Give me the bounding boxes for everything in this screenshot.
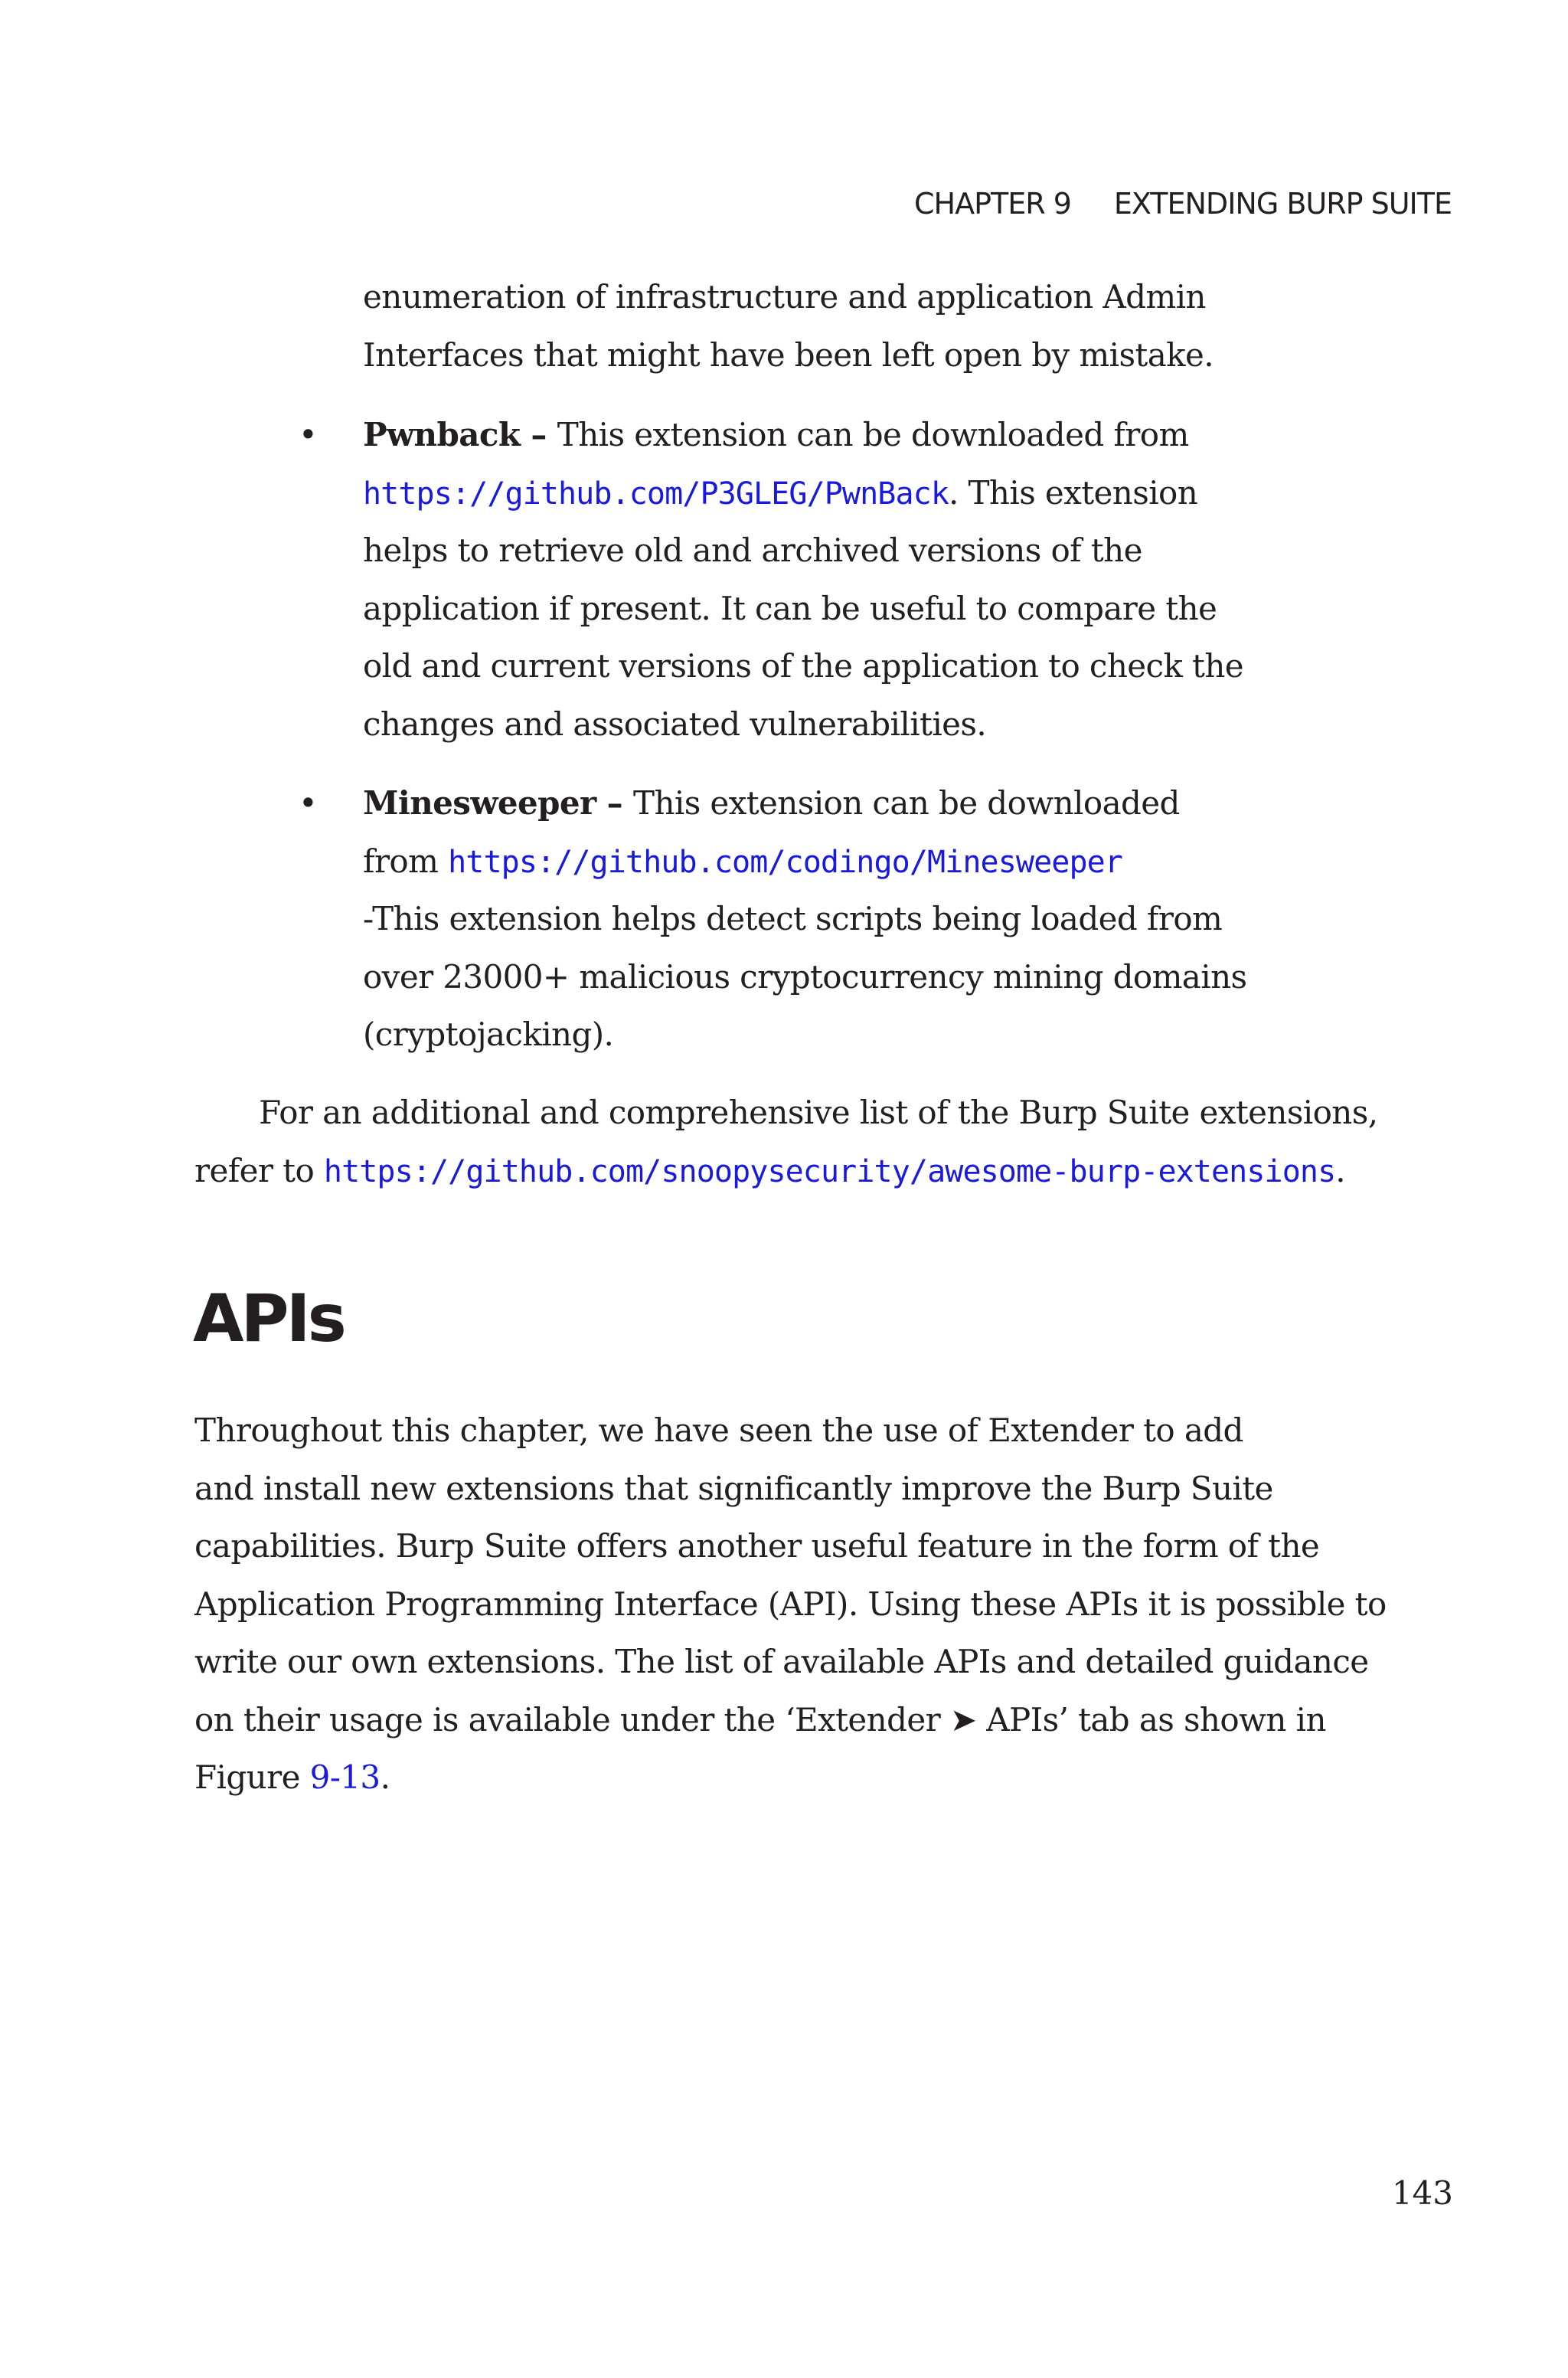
figure-reference-link[interactable]: 9-13: [309, 1758, 381, 1796]
text-line: on their usage is available under the ‘Extender ➤ APIs’ tab as shown in: [194, 1700, 1326, 1739]
period: .: [380, 1758, 390, 1796]
pwnback-link[interactable]: https://github.com/P3GLEG/PwnBack: [363, 476, 949, 512]
text-line: helps to retrieve old and archived versions of the: [363, 532, 1142, 569]
text-line: write our own extensions. The list of available APIs and detailed guidance: [194, 1643, 1369, 1680]
running-head: [914, 187, 1452, 221]
text-line: capabilities. Burp Suite offers another useful feature in the form of the: [194, 1527, 1320, 1565]
text-line: (cryptojacking).: [363, 1016, 614, 1053]
awesome-burp-extensions-link[interactable]: https://github.com/snoopysecurity/awesome-burp-extensions: [323, 1153, 1336, 1189]
after-link-text: . This extension: [949, 473, 1198, 512]
text-line: [194, 1748, 1387, 1807]
text-line: Application Programming Interface (API). Using these APIs it is possible to: [194, 1585, 1387, 1623]
name-dash: –: [596, 784, 634, 822]
running-head-chapter: CHAPTER 9: [914, 187, 1071, 221]
paragraph-extension-list: [194, 1084, 1377, 1199]
text-line: application if present. It can be useful to compare the: [363, 589, 1217, 627]
text-line: over 23000+ malicious cryptocurrency mining domains: [363, 957, 1247, 996]
page-number: 143: [1391, 2174, 1453, 2212]
name-dash: –: [520, 416, 557, 453]
text-line: old and current versions of the application to check the: [363, 647, 1244, 685]
bullet-icon: •: [299, 784, 318, 822]
period: .: [1335, 1151, 1346, 1189]
list-item-minesweeper: [299, 774, 1247, 1064]
text-line: For an additional and comprehensive list of the Burp Suite extensions,: [259, 1094, 1378, 1131]
from-word: from: [363, 842, 449, 880]
text-line: and install new extensions that significantly improve the Burp Suite: [194, 1469, 1273, 1507]
refer-to-text: refer to: [194, 1151, 324, 1189]
extension-name: Pwnback: [363, 416, 521, 453]
lead-text: This extension can be downloaded: [633, 784, 1180, 822]
continued-list-item: [363, 268, 1214, 384]
section-heading: APIs: [193, 1281, 344, 1357]
text-line: Interfaces that might have been left open by mistake.: [363, 335, 1214, 374]
minesweeper-link[interactable]: https://github.com/codingo/Minesweeper: [448, 844, 1123, 880]
text-line: [363, 774, 1247, 832]
text-line: [363, 832, 1247, 891]
text-line: [363, 464, 1243, 522]
extension-name: Minesweeper: [363, 784, 596, 822]
lead-text: This extension can be downloaded from: [557, 416, 1189, 453]
list-item-pwnback: [299, 406, 1244, 753]
text-line: [194, 1142, 1377, 1200]
paragraph-apis: [194, 1402, 1387, 1807]
bullet-icon: •: [299, 416, 318, 453]
text-line: [363, 406, 1243, 464]
running-head-title: EXTENDING BURP SUITE: [1113, 187, 1452, 221]
text-line: Throughout this chapter, we have seen the use of Extender to add: [194, 1411, 1243, 1449]
text-line: enumeration of infrastructure and application Admin: [363, 278, 1206, 316]
figure-word: Figure: [194, 1758, 310, 1796]
text-line: changes and associated vulnerabilities.: [363, 705, 987, 743]
text-line: -This extension helps detect scripts being loaded from: [363, 900, 1223, 937]
